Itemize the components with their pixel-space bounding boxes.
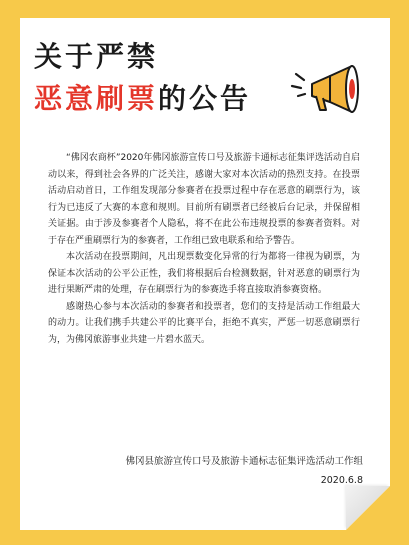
notice-title-suffix: 的公告 <box>158 82 252 115</box>
notice-body <box>48 150 360 348</box>
signature-date: 2020.6.8 <box>320 475 363 486</box>
notice-signature <box>125 452 363 490</box>
notice-paragraph-3: 感谢热心参与本次活动的参赛者和投票者，您们的支持是活动工作组最大的动力。让我们携手共建公平的比赛平台，拒绝不真实，严惩一切恶意刷票行为，为佛冈旅游事业共建一片碧水蓝天。 <box>48 301 360 345</box>
notice-paragraph-1: “佛冈农商杯”2020年佛冈旅游宣传口号及旅游卡通标志征集评选活动自启动以来，得到社会各界的广泛关注，感谢大家对本次活动的热烈支持。在投票活动启动首日，工作组发现部分参赛者在投票过程中存在恶意的刷票行为，该行为已违反了大赛的本意和规则。目前所有刷票者已经被后台记录，并保留相关证据。由于涉及参赛者个人隐私，将不在此公布违规投票的参赛者资料。对于存在严重刷票行为的参赛者，工作组已致电联系和给予警告。 <box>48 153 360 246</box>
page-curl <box>346 486 390 530</box>
notice-paragraph-2: 本次活动在投票期间，凡出现票数变化异常的行为都将一律视为刷票，为保证本次活动的公平公正性，我们将根据后台检测数据，针对恶意的刷票行为进行果断严肃的处理，存在刷票行为的参赛选手将直接取消参赛资格。 <box>48 252 360 295</box>
notice-title-line2 <box>34 84 251 114</box>
megaphone-icon <box>290 62 370 120</box>
notice-title-line1: 关于严禁 <box>34 40 159 73</box>
signature-organization: 佛冈县旅游宣传口号及旅游卡通标志征集评选活动工作组 <box>125 456 363 467</box>
notice-title-highlight: 恶意刷票 <box>34 82 159 115</box>
